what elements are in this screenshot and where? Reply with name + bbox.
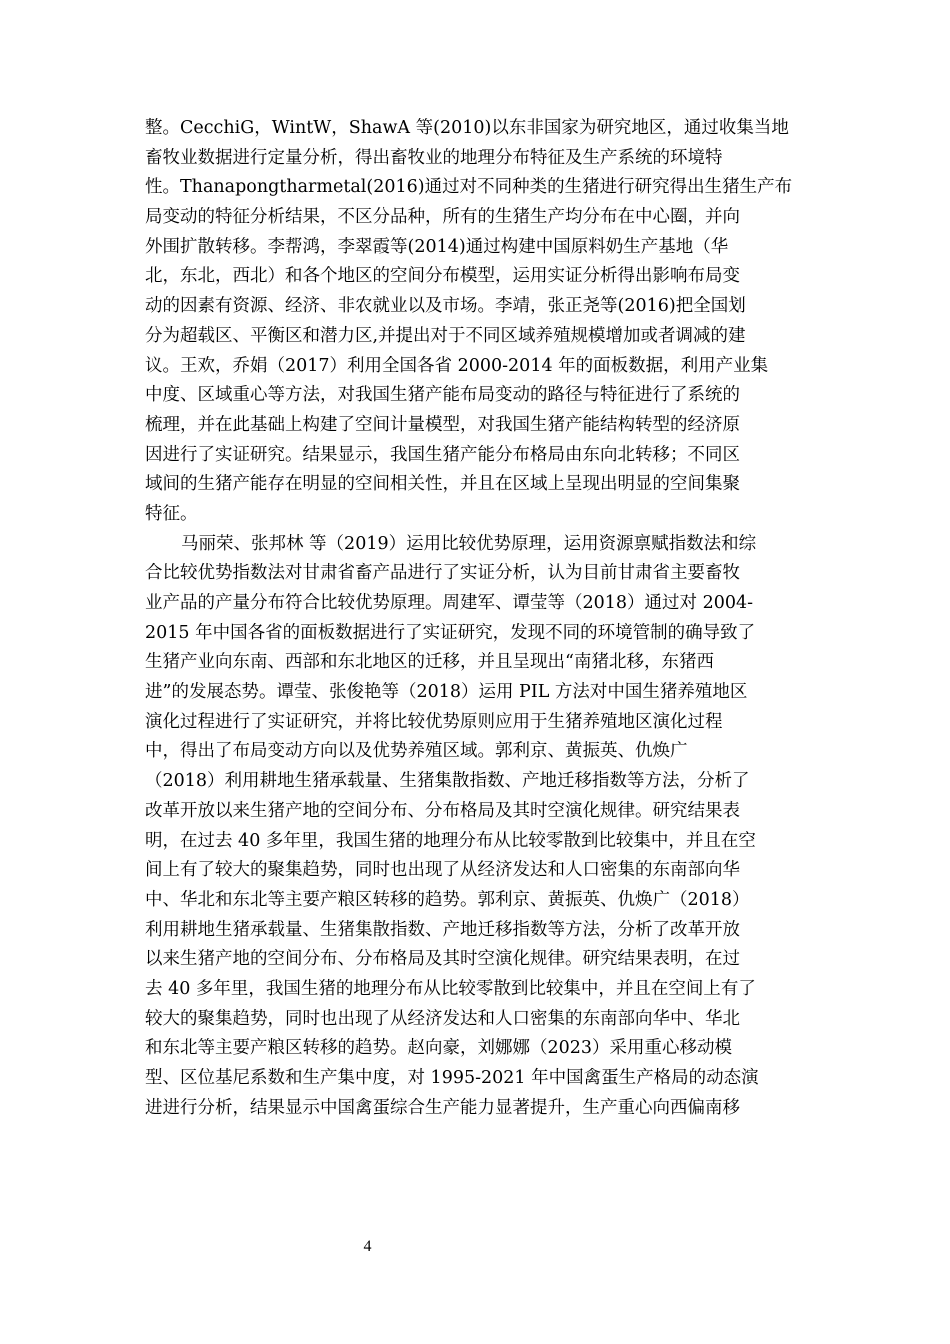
text-line: 间上有了较大的聚集趋势，同时也出现了从经济发达和人口密集的东南部向华	[145, 860, 740, 881]
text-line: 2015 年中国各省的面板数据进行了实证研究，发现不同的环境管制的确导致了	[145, 622, 756, 643]
text-line: 演化过程进行了实证研究，并将比较优势原则应用于生猪养殖地区演化过程	[145, 711, 723, 732]
text-line: 整。CecchiG，WintW，ShawA 等(2010)以东非国家为研究地区，通过收集当地	[145, 118, 789, 138]
text-line: 北，东北，西北）和各个地区的空间分布模型，运用实证分析得出影响布局变	[145, 266, 740, 287]
text-line: 分为超载区、平衡区和潜力区,并提出对于不同区域养殖规模增加或者调减的建	[145, 325, 746, 346]
text-line: 马丽荣、张邦林 等（2019）运用比较优势原理，运用资源禀赋指数法和综	[181, 533, 757, 554]
text-line: 因进行了实证研究。结果显示，我国生猪产能分布格局由东向北转移；不同区	[145, 444, 740, 465]
text-line: 梳理，并在此基础上构建了空间计量模型，对我国生猪产能结构转型的经济原	[145, 414, 740, 435]
text-line: 生猪产业向东南、西部和东北地区的迁移，并且呈现出“南猪北移，东猪西	[145, 652, 714, 673]
text-line: 动的因素有资源、经济、非农就业以及市场。李靖，张正尧等(2016)把全国划	[145, 296, 746, 317]
text-line: （2018）利用耕地生猪承载量、生猪集散指数、产地迁移指数等方法，分析了	[145, 771, 750, 792]
text-line: 利用耕地生猪承载量、生猪集散指数、产地迁移指数等方法，分析了改革开放	[145, 919, 740, 940]
text-line: 进”的发展态势。谭莹、张俊艳等（2018）运用 PIL 方法对中国生猪养殖地区	[145, 682, 748, 703]
text-line: 议。王欢，乔娟（2017）利用全国各省 2000-2014 年的面板数据，利用产业集	[145, 355, 769, 376]
text-line: 外围扩散转移。李帮鸿，李翠霞等(2014)通过构建中国原料奶生产基地（华	[145, 236, 729, 257]
text-line: 明，在过去 40 多年里，我国生猪的地理分布从比较零散到比较集中，并且在空	[145, 830, 756, 851]
text-line: 域间的生猪产能存在明显的空间相关性，并且在区域上呈现出明显的空间集聚	[145, 474, 740, 495]
text-line: 型、区位基尼系数和生产集中度，对 1995-2021 年中国禽蛋生产格局的动态演	[145, 1068, 759, 1088]
text-line: 去 40 多年里，我国生猪的地理分布从比较零散到比较集中，并且在空间上有了	[145, 978, 756, 999]
text-line: 局变动的特征分析结果，不区分品种，所有的生猪生产均分布在中心圈，并向	[145, 207, 740, 228]
text-line: 合比较优势指数法对甘肃省畜产品进行了实证分析，认为目前甘肃省主要畜牧	[145, 563, 740, 584]
text-line: 以来生猪产地的空间分布、分布格局及其时空演化规律。研究结果表明，在过	[145, 949, 740, 970]
page-number: 4	[363, 1238, 372, 1255]
text-line: 业产品的产量分布符合比较优势原理。周建军、谭莹等（2018）通过对 2004-	[145, 593, 754, 613]
text-line: 性。Thanapongtharmetal(2016)通过对不同种类的生猪进行研究得出生猪生产布	[145, 177, 793, 198]
text-line: 进进行分析，结果显示中国禽蛋综合生产能力显著提升，生产重心向西偏南移	[145, 1097, 740, 1118]
text-line: 较大的聚集趋势，同时也出现了从经济发达和人口密集的东南部向华中、华北	[145, 1008, 740, 1029]
paragraph	[145, 530, 810, 1124]
body-text	[145, 114, 810, 1123]
text-line: 中、华北和东北等主要产粮区转移的趋势。郭利京、黄振英、仇焕广（2018）	[145, 889, 750, 910]
text-line: 中度、区域重心等方法，对我国生猪产能布局变动的路径与特征进行了系统的	[145, 385, 740, 406]
text-line: 中，得出了布局变动方向以及优势养殖区域。郭利京、黄振英、仇焕广	[145, 741, 688, 762]
text-line: 特征。	[145, 503, 198, 524]
text-line: 改革开放以来生猪产地的空间分布、分布格局及其时空演化规律。研究结果表	[145, 800, 740, 821]
text-line: 畜牧业数据进行定量分析，得出畜牧业的地理分布特征及生产系统的环境特	[145, 147, 723, 168]
text-line: 和东北等主要产粮区转移的趋势。赵向豪，刘娜娜（2023）采用重心移动模	[145, 1038, 733, 1059]
paragraph	[145, 114, 810, 530]
